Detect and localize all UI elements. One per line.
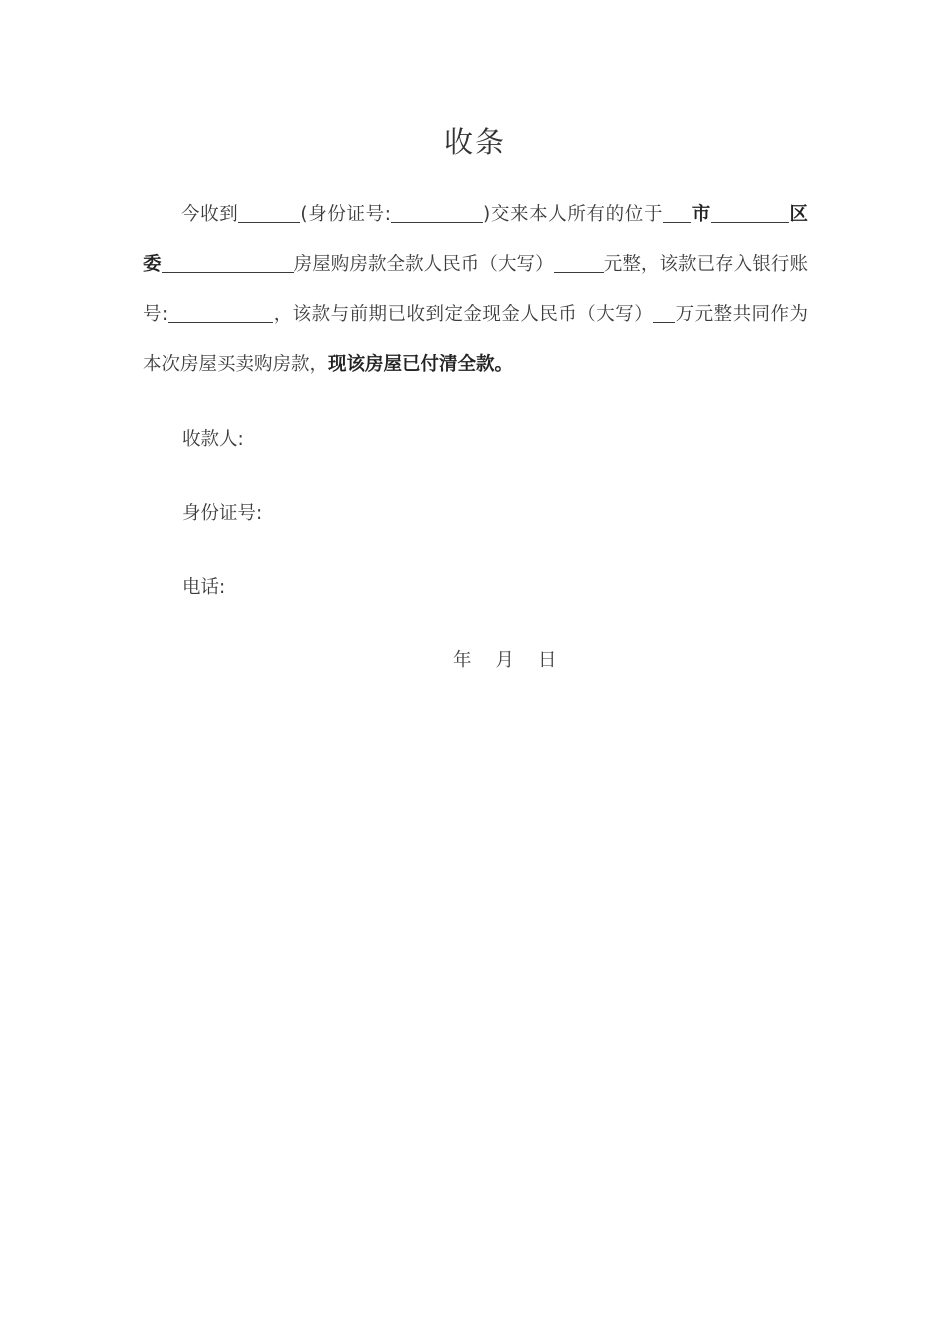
amount-uppercase-blank [554,253,604,273]
body-text-id-open: (身份证号: [300,204,392,225]
payee-label: 收款人: [182,429,244,450]
body-text-city: 市 [691,204,711,225]
property-address-blank [162,253,294,273]
body-text-district: 区委 [143,204,808,275]
date-line [453,646,557,672]
body-text-paid-in-full: 现该房屋已付清全款。 [328,354,514,375]
document-title: 收条 [443,125,506,159]
body-text-property-location: )交来本人所有的位于 [483,204,664,225]
payer-name-blank [238,203,300,223]
bank-account-blank [168,303,273,323]
phone-label: 电话: [182,577,226,598]
body-text-purchase-price: 万元整共同作为本次房屋买卖购房款， [143,304,808,375]
body-text-deposit: ，该款与前期已收到定金现金人民币（大写） [273,304,654,325]
district-blank [711,203,789,223]
body-text-received: 今收到 [181,204,239,225]
city-blank [663,203,691,223]
body-text-full-payment: 房屋购房款全款人民币（大写） [293,254,554,275]
date-year: 年 [453,650,472,671]
date-day: 日 [538,650,557,671]
receipt-body [143,190,808,390]
date-month: 月 [495,650,515,671]
deposit-amount-blank [653,303,675,323]
payer-id-blank [391,203,483,223]
body-text-bank-account: 元整，该款已存入银行账号: [143,254,808,325]
payee-id-label: 身份证号: [182,503,263,524]
